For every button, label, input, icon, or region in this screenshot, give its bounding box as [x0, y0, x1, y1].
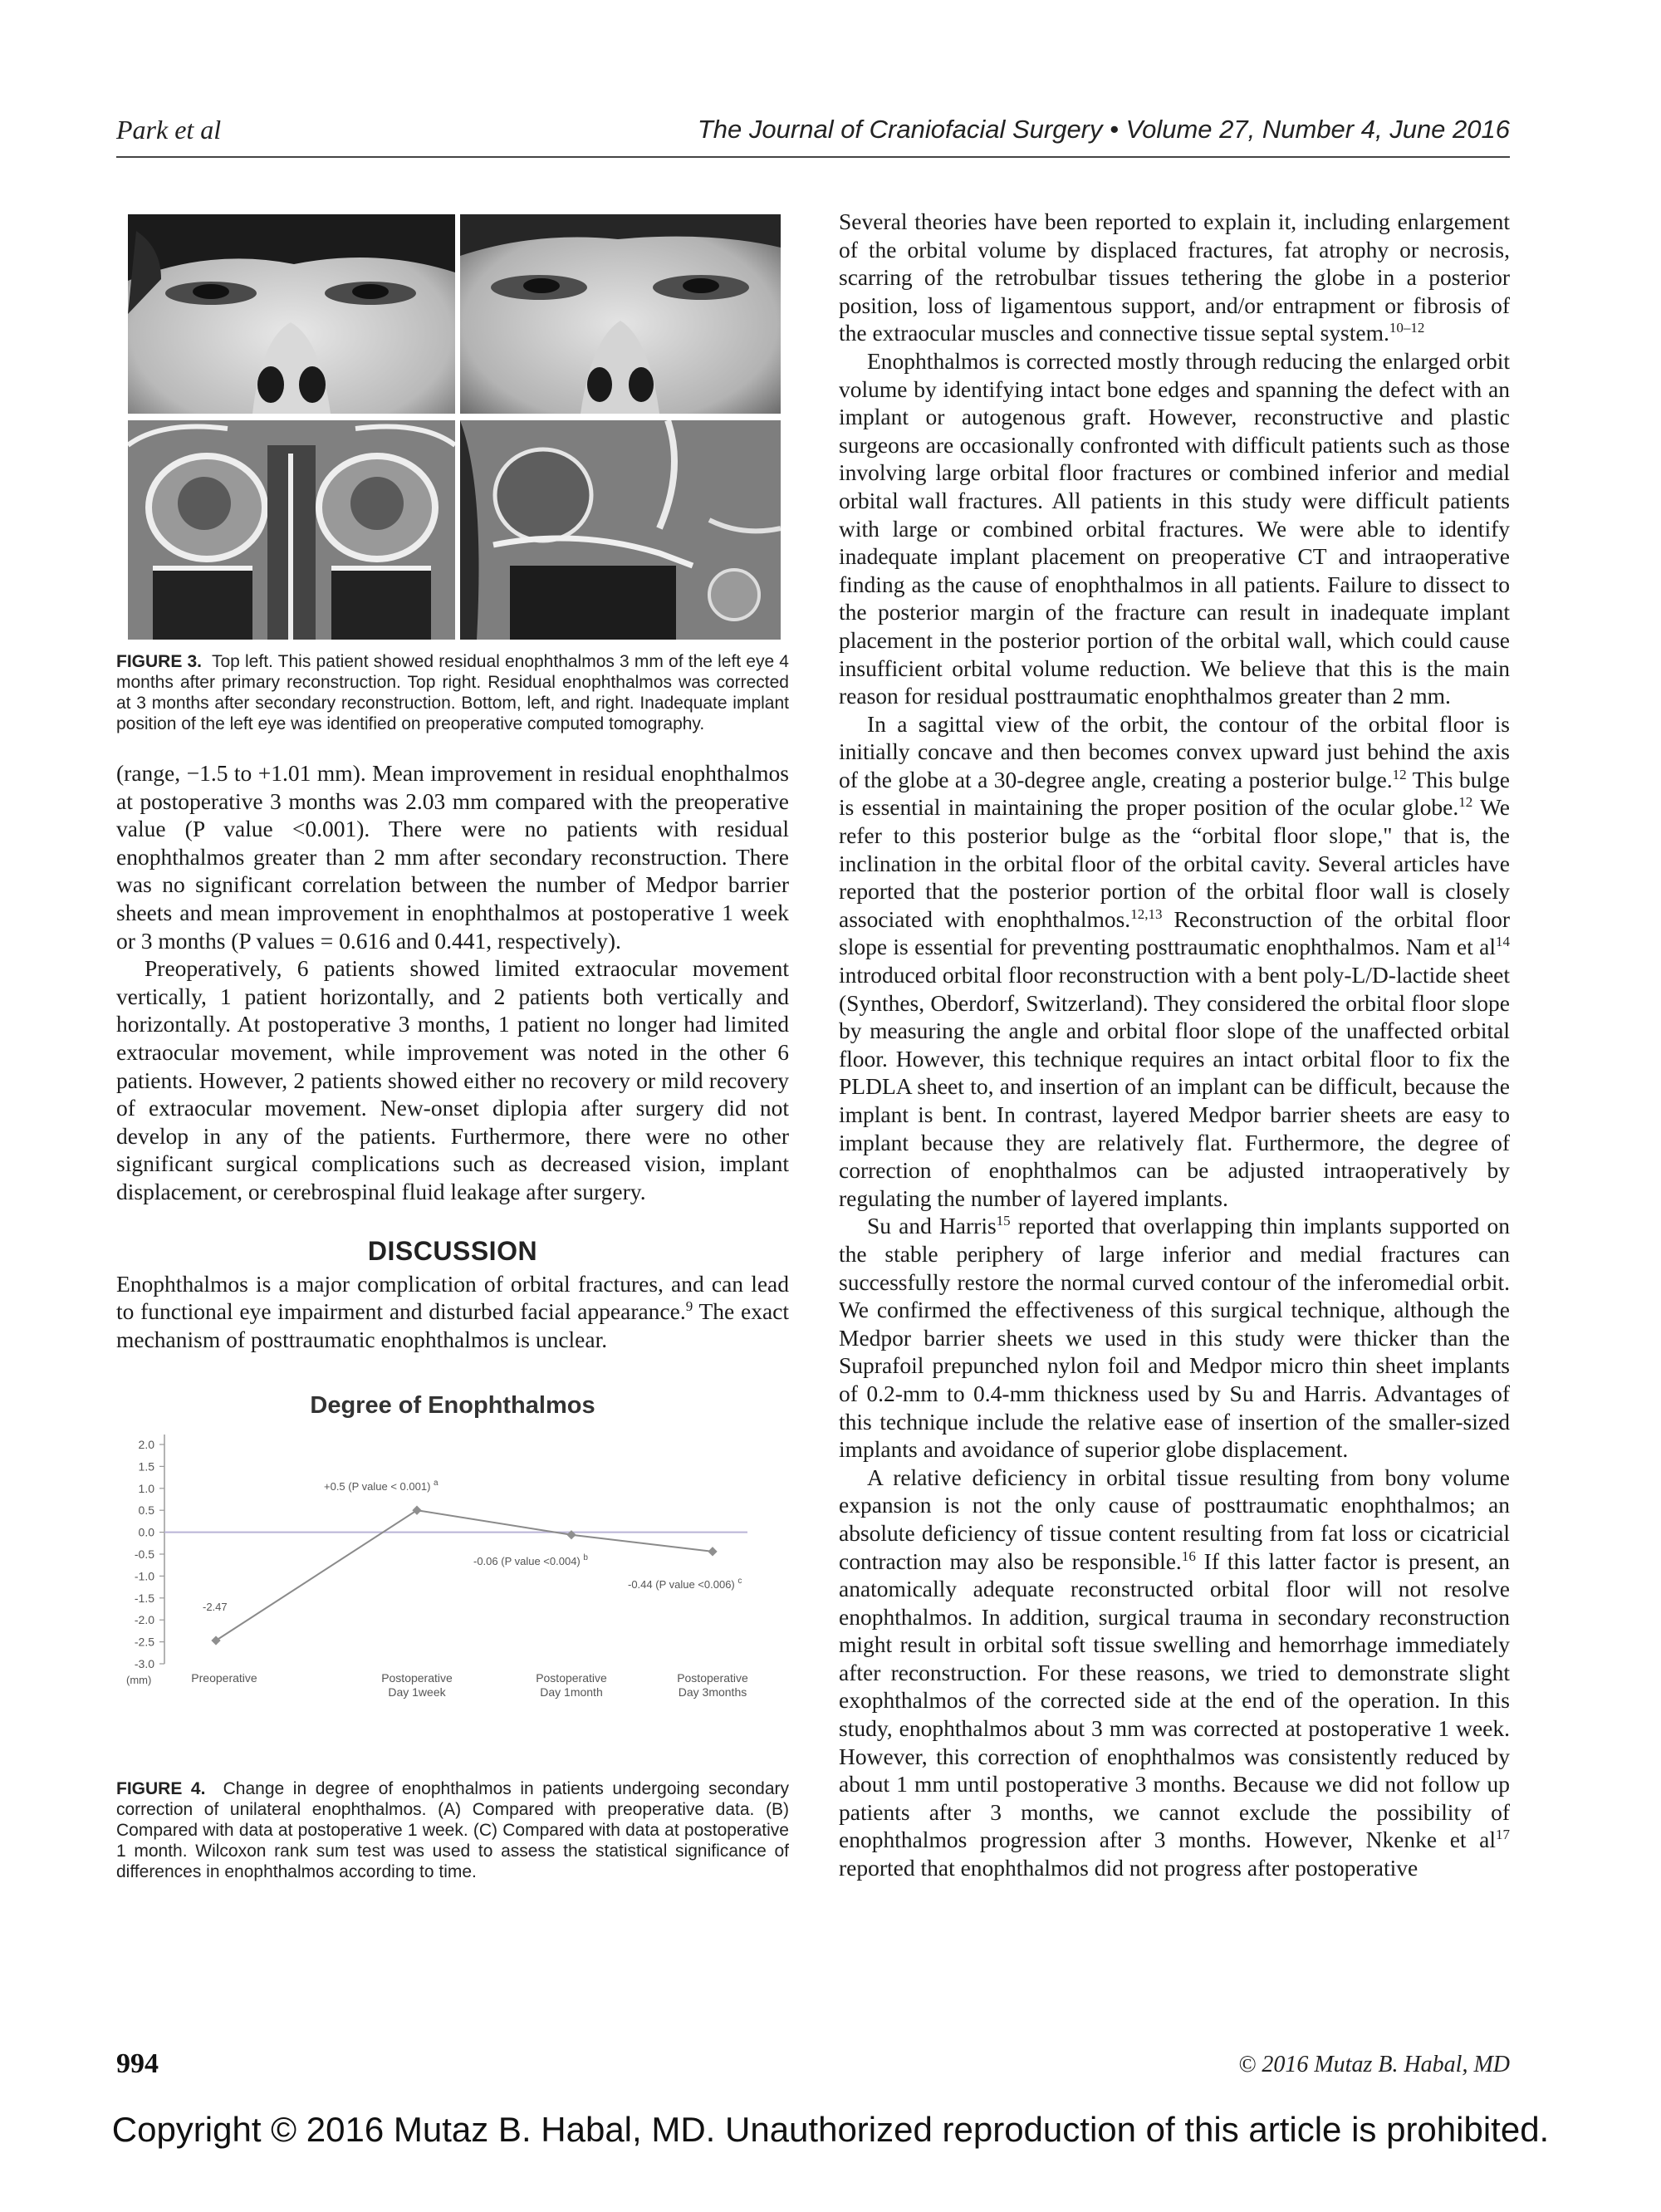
correction-paragraph: Enophthalmos is corrected mostly through reducing the enlarged orbit volume by identifying intact bone edges and spanning the defect with an implant or autogenous graft. However, reconstructive and plastic surgeons are occasionally confronted with difficult patients such as those involving large orbital floor fractures or combined inferior and medial orbital wall fractures. All patients in this study were difficult patients with large or combined orbital fractures. We were able to identify inadequate implant placement on preoperative CT and intraoperative finding as the cause of enophthalmos in all patients. Failure to dissect to the posterior margin of the fracture can result in inadequate implant placement in the posterior portion of the orbital wall, which could cause insufficient orbital volume reduction. We believe that this is the main reason for residual posttraumatic enophthalmos greater than 2 mm. — [839, 347, 1510, 709]
figure-3-caption — [116, 651, 789, 734]
theories-paragraph — [839, 208, 1510, 347]
citation-ref: 15 — [996, 1213, 1011, 1229]
discussion-intro-text: Enophthalmos is a major complication of orbital fractures, and can lead to functional eye impairment and disturbed facial appearance. — [116, 1270, 789, 1325]
running-head-journal: The Journal of Craniofacial Surgery • Volume 27, Number 4, June 2016 — [697, 115, 1510, 144]
orbital-floor-slope-paragraph — [839, 710, 1510, 1213]
y-tick-label: -1.5 — [134, 1592, 154, 1606]
data-point — [211, 1636, 220, 1646]
theories-text: Several theories have been reported to explain it, including enlargement of the orbital volume by displaced fractures, fat atrophy or necrosis, scarring of the retrobulbar tissues tethering the globe in a posterior position, loss of ligamentous support, and/or entrapment or fibrosis of the extraocular muscles and connective tissue septal system. — [839, 208, 1510, 346]
y-tick-label: -1.0 — [134, 1569, 154, 1583]
x-category-label: Day 1week — [388, 1685, 446, 1699]
citation-ref: 12,13 — [1130, 905, 1163, 922]
citation-ref: 12 — [1392, 766, 1407, 782]
y-tick-label: 0.5 — [138, 1503, 154, 1518]
figure-4-chart — [116, 1383, 789, 1773]
deficiency-text-3: reported that enophthalmos did not progress after postoperative — [839, 1855, 1418, 1881]
citation-ref: 10–12 — [1389, 320, 1425, 336]
figure-3-ct-sagittal — [460, 420, 781, 640]
left-column — [116, 208, 789, 1882]
x-category-label: Postoperative — [381, 1671, 453, 1685]
deficiency-text-1: A relative deficiency in orbital tissue resulting from bony volume expansion is not the only cause of posttraumatic enophthalmos; an absolute deficiency of tissue content resulting from fat loss or cicatricial contraction may also be responsible. — [839, 1464, 1510, 1574]
header-rule — [116, 156, 1510, 158]
x-category-label: Day 3months — [678, 1685, 747, 1699]
data-label: -0.44 (P value <0.006) $^c$ — [628, 1577, 742, 1592]
y-tick-label: 2.0 — [138, 1438, 154, 1452]
x-category-label: Postoperative — [677, 1671, 748, 1685]
y-tick-label: 0.0 — [138, 1525, 154, 1539]
su-harris-paragraph — [839, 1212, 1510, 1463]
su-harris-text-1: Su and Harris — [867, 1213, 997, 1239]
section-heading-discussion: DISCUSSION — [367, 1235, 538, 1266]
slope-text-1: In a sagittal view of the orbit, the contour of the orbital floor is initially concave and then becomes convex upward just behind the axis of the globe at a 30-degree angle, creating a posterior bulge. — [839, 710, 1510, 792]
citation-ref: 17 — [1496, 1827, 1510, 1843]
y-tick-label: 1.0 — [138, 1482, 154, 1496]
x-category-label: Postoperative — [536, 1671, 607, 1685]
chart-title: Degree of Enophthalmos — [310, 1392, 595, 1420]
data-point — [412, 1506, 421, 1515]
right-column — [839, 208, 1510, 1882]
figure-3-caption-label: FIGURE 3. — [116, 652, 203, 671]
figure-3-caption-text: Top left. This patient showed residual enophthalmos 3 mm of the left eye 4 months after primary reconstruction. Top right. Residual enophthalmos was corrected at 3 months after secondary reconstruction. Bottom, left, and right. Inadequate implant position of the left eye was identified on preoperative computed tomography. — [116, 652, 789, 733]
discussion-intro-text-2: The exact mechanism of posttraumatic enophthalmos is unclear. — [116, 1298, 789, 1352]
figure-4-caption-text: Change in degree of enophthalmos in patients undergoing secondary correction of unilateral enophthalmos. (A) Compared with preoperative data. (B) Compared with data at postoperative 1 week. (C) Compared with data at postoperative 1 month. Wilcoxon rank sum test was used to assess the statistical significance of differences in enophthalmos according to time. — [116, 1779, 789, 1882]
y-unit-label: (mm) — [126, 1674, 152, 1687]
results-paragraph: (range, −1.5 to +1.01 mm). Mean improvement in residual enophthalmos at postoperative 3 months was 2.03 mm compared with the preoperative value (P value <0.001). There were no patients with residual enophthalmos greater than 2 mm after secondary reconstruction. There was no significant correlation between the number of Medpor barrier sheets and mean improvement in enophthalmos at postoperative 1 week or 3 months (P values = 0.616 and 0.441, respectively). — [116, 760, 789, 954]
discussion-intro-paragraph — [116, 1270, 789, 1354]
extraocular-movement-paragraph: Preoperatively, 6 patients showed limited extraocular movement vertically, 1 patient horizontally, and 2 patients both vertically and horizontally. At postoperative 3 months, 1 patient no longer had limited extraocular movement, while improvement was noted in the other 6 patients. However, 2 patients showed either no recovery or mild recovery of extraocular movement. New-onset diplopia after surgery did not develop in any of the patients. Furthermore, there were no other significant surgical complications such as decreased vision, implant displacement, or cerebrospinal fluid leakage after surgery. — [116, 955, 789, 1204]
data-label: -2.47 — [203, 1601, 228, 1614]
y-tick-label: -3.0 — [134, 1657, 154, 1671]
citation-ref: 14 — [1496, 934, 1510, 950]
citation-ref: 9 — [685, 1297, 693, 1314]
figure-3-images — [116, 208, 789, 640]
x-category-label: Day 1month — [540, 1685, 603, 1699]
enophthalmos-line-chart — [116, 1383, 789, 1773]
series-line — [216, 1510, 713, 1641]
copyright-notice: Copyright © 2016 Mutaz B. Habal, MD. Unauthorized reproduction of this article is prohibited. — [111, 2110, 1550, 2149]
figure-4-caption — [116, 1778, 789, 1882]
y-tick-label: -0.5 — [134, 1547, 154, 1562]
slope-text-5: introduced orbital floor reconstruction with a bent poly-L/D-lactide sheet (Synthes, Oberdorf, Switzerland). They considered the orbital floor slope by measuring the angle and orbital floor slope of the unaffected orbital floor. However, this technique requires an intact orbital floor to fix the PLDLA sheet to, and insertion of an implant can be difficult, because the implant is bent. In contrast, layered Medpor barrier sheets are easy to implant because they are relatively flat. Furthermore, the degree of correction of enophthalmos can be adjusted intraoperatively by regulating the number of layered implants. — [839, 962, 1510, 1211]
figure-3-photo-postoperative — [460, 214, 781, 414]
citation-ref: 16 — [1181, 1547, 1196, 1564]
data-label: -0.06 (P value <0.004) $^b$ — [473, 1553, 588, 1568]
running-head-authors: Park et al — [116, 115, 222, 145]
slope-text-3: We refer to this posterior bulge as the “orbital floor slope," that is, the inclination in the orbital floor of the orbital cavity. Several articles have reported that the posterior portion of the orbital floor wall is closely associated with enophthalmos. — [839, 794, 1510, 932]
citation-ref: 12 — [1458, 794, 1473, 811]
footer-copyright: © 2016 Mutaz B. Habal, MD — [1238, 2052, 1510, 2077]
deficiency-text-2: If this latter factor is present, an anatomically adequate reconstructed orbital floor will not resolve enophthalmos. In addition, surgical trauma in secondary reconstruction might result in orbital soft tissue swelling and hemorrhage immediately after reconstruction. For these reasons, we tried to demonstrate slight exophthalmos of the corrected side at the end of the operation. In this study, enophthalmos about 3 mm was corrected at postoperative 1 week. However, this correction of enophthalmos was consistently reduced by about 1 mm until postoperative 3 months. Because we did not follow up patients after 3 months, we cannot exclude the possibility of enophthalmos progression after 3 months. However, Nkenke et al — [839, 1547, 1510, 1853]
figure-3-photo-preoperative — [128, 214, 455, 414]
slope-text-2: This bulge is essential in maintaining the proper position of the ocular globe. — [839, 766, 1510, 821]
y-tick-label: -2.0 — [134, 1613, 154, 1627]
page-number: 994 — [116, 2048, 159, 2079]
data-label: +0.5 (P value < 0.001) $^a$ — [324, 1479, 439, 1493]
data-point — [708, 1547, 717, 1556]
y-tick-label: 1.5 — [138, 1459, 154, 1474]
y-tick-label: -2.5 — [134, 1635, 154, 1649]
figure-3-ct-coronal — [128, 420, 455, 640]
su-harris-text-2: reported that overlapping thin implants supported on the stable periphery of large inferior and medial fractures can successfully restore the normal curved contour of the inferomedial orbit. We confirmed the effectiveness of this surgical technique, although the Medpor barrier sheets we used in this study were thicker than the Suprafoil prepunched nylon foil and Medpor micro thin sheet implants of 0.2-mm to 0.4-mm thickness used by Su and Harris. Advantages of this technique include the relative ease of insertion of the smaller-sized implants and avoidance of superior globe displacement. — [839, 1213, 1510, 1463]
x-category-label: Preoperative — [191, 1671, 257, 1685]
slope-text-4: Reconstruction of the orbital floor slope is essential for preventing posttraumatic enophthalmos. Nam et al — [839, 905, 1510, 960]
figure-4-caption-label: FIGURE 4. — [116, 1779, 206, 1799]
tissue-deficiency-paragraph — [839, 1464, 1510, 1882]
